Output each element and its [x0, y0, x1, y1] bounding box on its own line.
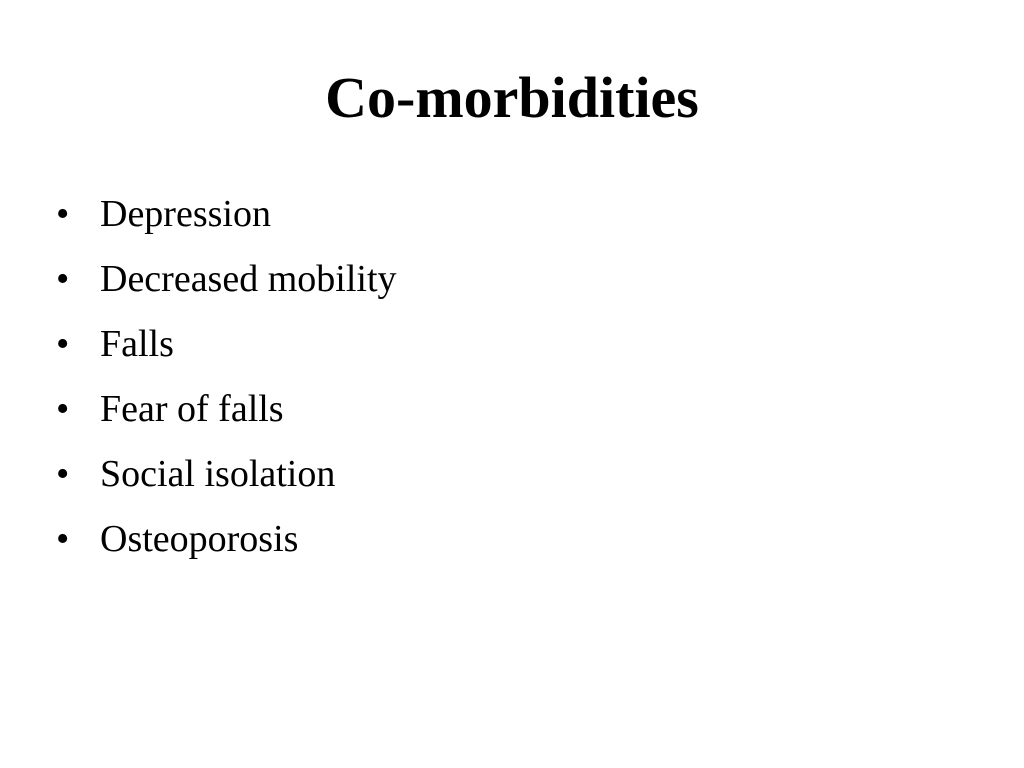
list-item [56, 381, 397, 446]
slide-title: Co-morbidities [325, 65, 699, 130]
bullet-icon: • [56, 388, 70, 430]
list-item-text: Social isolation [100, 453, 336, 495]
list-item [56, 511, 397, 576]
list-item-text: Depression [100, 193, 271, 235]
list-item [56, 186, 397, 251]
bullet-list [56, 186, 397, 576]
list-item [56, 251, 397, 316]
bullet-icon: • [56, 193, 70, 235]
list-item-text: Falls [100, 323, 174, 365]
bullet-icon: • [56, 323, 70, 365]
list-item-text: Osteoporosis [100, 518, 299, 560]
list-item [56, 316, 397, 381]
bullet-icon: • [56, 258, 70, 300]
bullet-icon: • [56, 453, 70, 495]
list-item-text: Decreased mobility [100, 258, 397, 300]
list-item-text: Fear of falls [100, 388, 284, 430]
bullet-icon: • [56, 518, 70, 560]
list-item [56, 446, 397, 511]
